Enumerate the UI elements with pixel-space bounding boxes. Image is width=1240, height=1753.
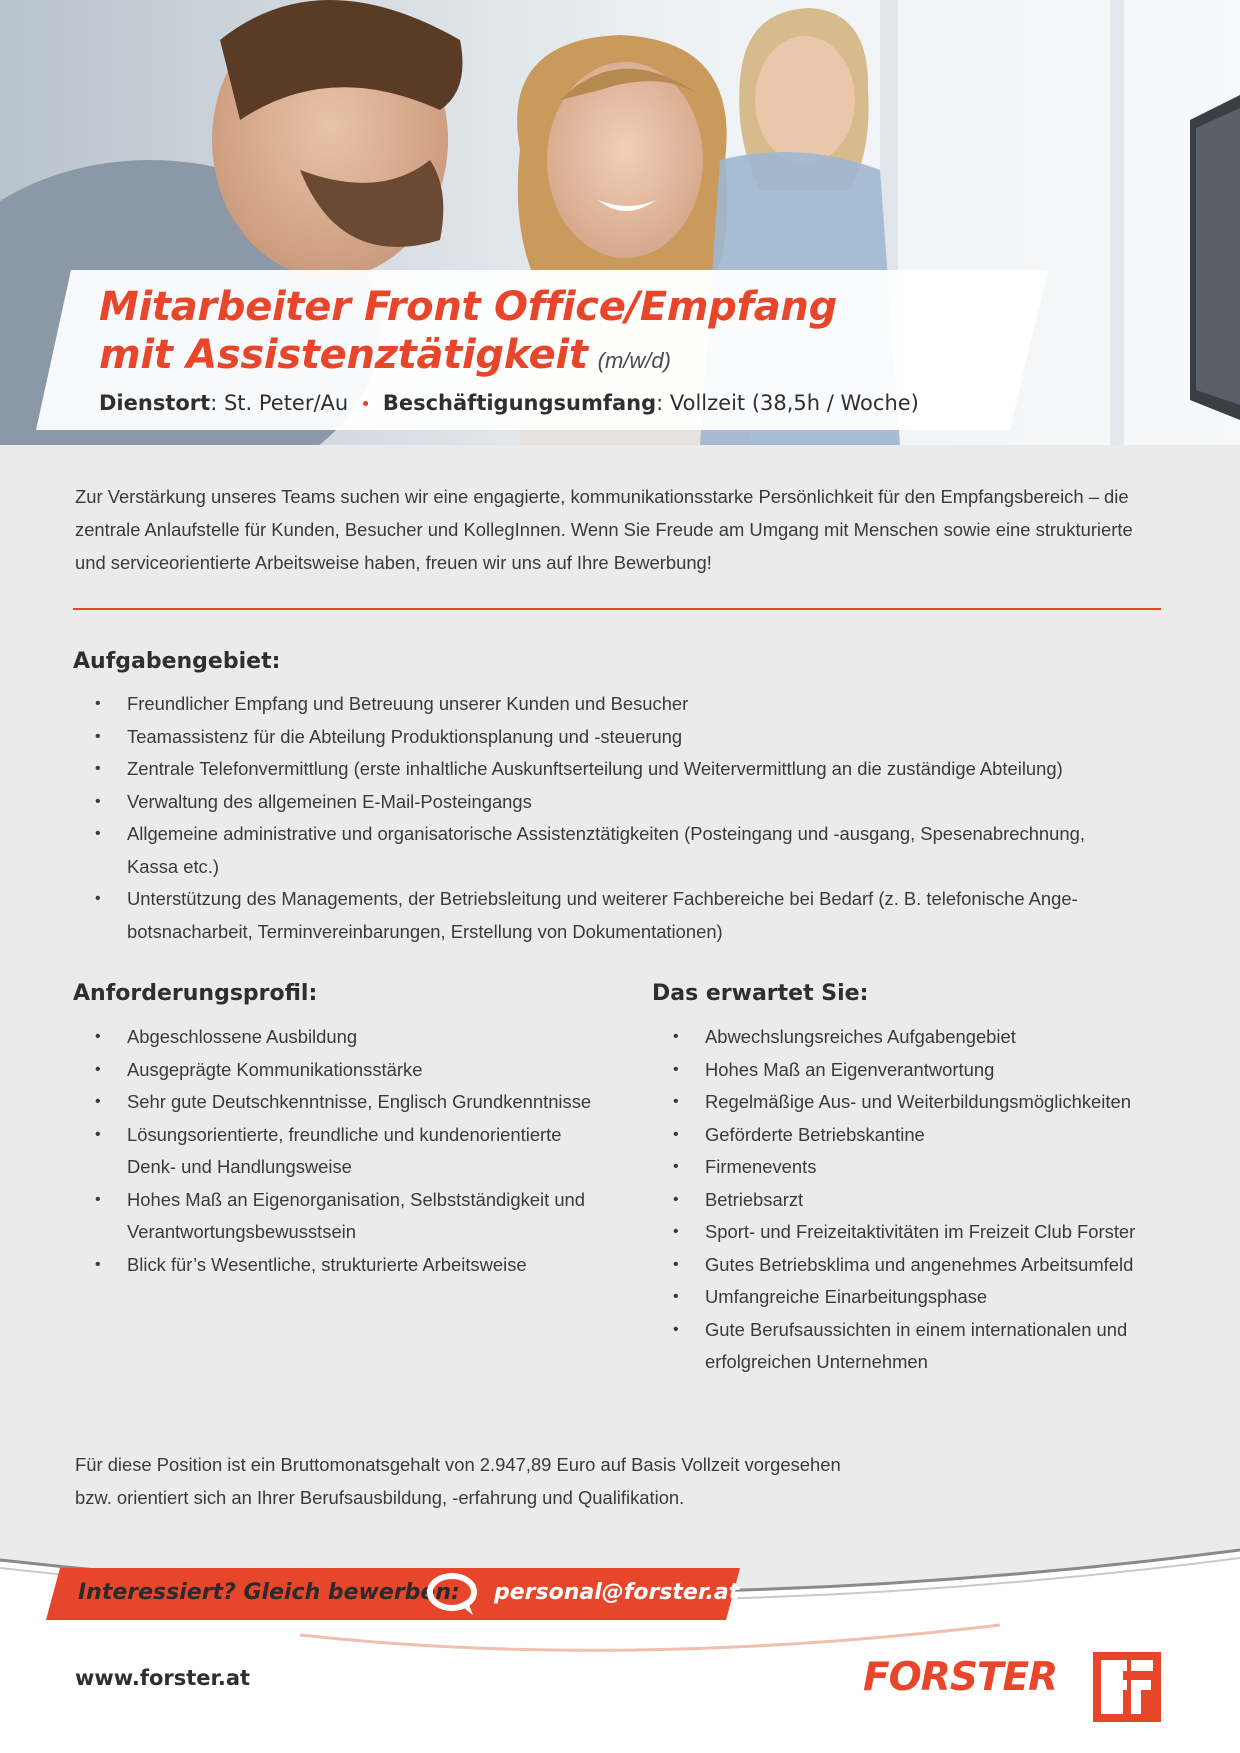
section-divider	[73, 608, 1161, 610]
bullet-icon: •	[95, 727, 101, 745]
list-item-text: Freundlicher Empfang und Betreuung unserer Kunden und Besucher	[127, 693, 689, 714]
list-item	[653, 1021, 1213, 1054]
bullet-icon: •	[95, 1125, 101, 1143]
list-item-text: Hohes Maß an Eigenorganisation, Selbstständigkeit und	[127, 1188, 586, 1210]
list-item-text: Teamassistenz für die Abteilung Produktionsplanung und -steuerung	[127, 725, 683, 747]
speech-bubble-icon	[425, 1571, 479, 1617]
bullet-icon: •	[673, 1158, 679, 1175]
list-item	[75, 753, 1175, 786]
list-item-text: Ausgeprägte Kommunikationsstärke	[127, 1058, 423, 1080]
bullet-icon: •	[673, 1320, 679, 1338]
job-meta	[99, 391, 919, 415]
list-item	[653, 1249, 1213, 1282]
list-item-text: Verantwortungsbewusstsein	[127, 1221, 356, 1242]
list-item-text: Umfangreiche Einarbeitungsphase	[705, 1286, 988, 1307]
bullet-icon: •	[95, 825, 101, 842]
list-item-text: Verwaltung des allgemeinen E-Mail-Posteingangs	[127, 790, 532, 812]
bullet-icon: •	[673, 1288, 679, 1305]
list-item-continuation	[75, 1151, 635, 1184]
meta-separator: •	[360, 394, 371, 415]
list-item	[653, 1054, 1213, 1087]
bullet-icon: •	[95, 1093, 101, 1110]
location-value: : St. Peter/Au	[210, 391, 349, 415]
job-title-line-2-text: mit Assistenztätigkeit	[99, 332, 588, 378]
list-item-text: Betriebsarzt	[705, 1188, 804, 1210]
list-item	[75, 1184, 635, 1217]
bullet-icon: •	[673, 1093, 679, 1110]
list-item-continuation	[75, 916, 1175, 949]
bullet-icon: •	[95, 792, 101, 810]
apply-label: Interessiert? Gleich bewerben:	[78, 1580, 460, 1605]
salary-line-2: bzw. orientiert sich an Ihrer Berufsausbildung, -erfahrung und Qualifikation.	[75, 1487, 685, 1508]
list-item	[75, 818, 1175, 851]
bullet-icon: •	[673, 1125, 679, 1143]
requirements-list	[75, 1021, 635, 1281]
list-item	[75, 1119, 635, 1152]
bullet-icon: •	[673, 1060, 679, 1078]
list-item	[75, 1021, 635, 1054]
job-title-line-2	[99, 331, 837, 385]
list-item-text: Firmenevents	[705, 1156, 817, 1177]
bullet-icon: •	[95, 1028, 101, 1045]
scope-value: : Vollzeit (38,5h / Woche)	[656, 391, 919, 415]
list-item-text: Abwechslungsreiches Aufgabengebiet	[705, 1026, 1016, 1047]
salary-note	[75, 1448, 975, 1514]
list-item-text: Hohes Maß an Eigenverantwortung	[705, 1058, 995, 1080]
list-item-text: Sehr gute Deutschkenntnisse, Englisch Grundkenntnisse	[127, 1091, 592, 1112]
bullet-icon: •	[95, 1190, 101, 1208]
benefits-heading: Das erwartet Sie:	[652, 981, 869, 1006]
requirements-heading: Anforderungsprofil:	[73, 981, 318, 1006]
benefits-list	[653, 1021, 1213, 1379]
bullet-icon: •	[95, 1255, 101, 1273]
list-item	[653, 1151, 1213, 1184]
list-item-text: Unterstützung des Managements, der Betriebsleitung und weiterer Fachbereiche bei Bedarf (z. B. telefonische Ange-	[127, 888, 1078, 909]
list-item-text: Sport- und Freizeitaktivitäten im Freizeit Club Forster	[705, 1221, 1136, 1242]
list-item-text: botsnacharbeit, Terminvereinbarungen, Erstellung von Dokumentationen)	[127, 920, 723, 942]
list-item-text: Gutes Betriebsklima und angenehmes Arbeitsumfeld	[705, 1253, 1134, 1275]
bullet-icon: •	[673, 1255, 679, 1273]
bullet-icon: •	[673, 1190, 679, 1208]
list-item-text: erfolgreichen Unternehmen	[705, 1351, 928, 1372]
tasks-heading: Aufgabengebiet:	[73, 649, 281, 674]
list-item-text: Zentrale Telefonvermittlung (erste inhaltliche Auskunftserteilung und Weitervermittlung an die zuständige Abteilung)	[127, 758, 1063, 779]
list-item	[653, 1216, 1213, 1249]
tasks-list	[75, 688, 1175, 948]
list-item	[75, 688, 1175, 721]
bullet-icon: •	[95, 890, 101, 907]
list-item-text: Kassa etc.)	[127, 855, 219, 877]
website-link[interactable]: www.forster.at	[75, 1666, 251, 1690]
salary-line-1: Für diese Position ist ein Bruttomonatsgehalt von 2.947,89 Euro auf Basis Vollzeit vorgesehen	[75, 1454, 841, 1475]
list-item-text: Denk- und Handlungsweise	[127, 1156, 352, 1177]
list-item-text: Lösungsorientierte, freundliche und kundenorientierte	[127, 1123, 562, 1145]
list-item-text: Regelmäßige Aus- und Weiterbildungsmöglichkeiten	[705, 1091, 1131, 1112]
list-item-text: Abgeschlossene Ausbildung	[127, 1026, 358, 1047]
list-item	[653, 1119, 1213, 1152]
list-item	[653, 1184, 1213, 1217]
job-title-line-1: Mitarbeiter Front Office/Empfang	[99, 284, 837, 330]
list-item-continuation	[75, 851, 1175, 884]
list-item	[653, 1281, 1213, 1314]
list-item	[75, 883, 1175, 916]
list-item-continuation	[653, 1346, 1213, 1379]
list-item-text: Blick für’s Wesentliche, strukturierte Arbeitsweise	[127, 1253, 527, 1275]
bullet-icon: •	[673, 1028, 679, 1045]
bullet-icon: •	[95, 695, 101, 712]
list-item	[75, 1086, 635, 1119]
apply-email-link[interactable]: personal@forster.at	[494, 1580, 740, 1605]
list-item	[75, 721, 1175, 754]
forster-logo-text: FORSTER	[863, 1655, 1058, 1700]
gender-note: (m/w/d)	[597, 348, 671, 373]
list-item	[75, 786, 1175, 819]
bullet-icon: •	[95, 760, 101, 777]
intro-paragraph: Zur Verstärkung unseres Teams suchen wir eine engagierte, kommunikationsstarke Persönlichkeit für den Empfangsbereich – die zentrale Anlaufstelle für Kunden, Besucher und KollegInnen. Wenn Sie Freude am Umgang mit Menschen sowie eine strukturierte und serviceorientierte Arbeitsweise haben, freuen wir uns auf Ihre Bewerbung!	[75, 486, 1133, 573]
list-item-continuation	[75, 1216, 635, 1249]
list-item-text: Geförderte Betriebskantine	[705, 1123, 925, 1145]
bullet-icon: •	[95, 1060, 101, 1078]
list-item	[653, 1086, 1213, 1119]
bullet-icon: •	[673, 1223, 679, 1240]
job-title	[99, 283, 837, 385]
forster-logo-icon	[863, 1650, 1163, 1725]
list-item-text: Gute Berufsaussichten in einem internationalen und	[705, 1318, 1128, 1340]
list-item	[653, 1314, 1213, 1347]
location-label: Dienstort	[99, 391, 211, 415]
list-item	[75, 1249, 635, 1282]
scope-label: Beschäftigungsumfang	[382, 391, 657, 415]
list-item	[75, 1054, 635, 1087]
list-item-text: Allgemeine administrative und organisatorische Assistenztätigkeiten (Posteingang und -ausgang, Spesenabrechnung,	[127, 823, 1085, 844]
